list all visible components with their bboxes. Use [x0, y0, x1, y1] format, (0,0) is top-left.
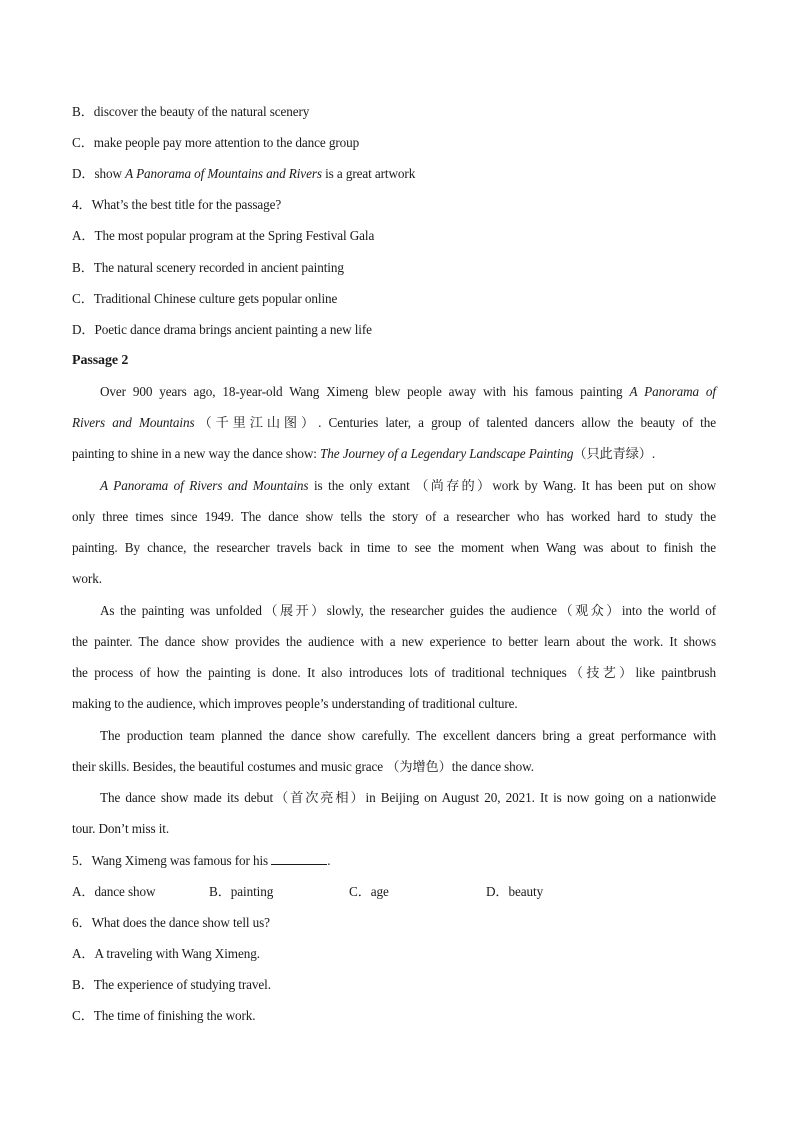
paragraph-line: The dance show made its debut（首次亮相）in Beijing on August 20, 2021. It is now going on a nationwide	[100, 790, 716, 805]
passage-paragraph-3	[72, 603, 716, 727]
q4-option-b: B．The natural scenery recorded in ancient painting	[72, 260, 344, 275]
q6-option-a: A．A traveling with Wang Ximeng.	[72, 946, 260, 961]
q3-option-d: D．show A Panorama of Mountains and Rivers is a great artwork	[72, 166, 416, 181]
paragraph-line: As the painting was unfolded（展开）slowly, the researcher guides the audience（观众）into the world of	[100, 603, 716, 618]
paragraph-line: A Panorama of Rivers and Mountains is the only extant （尚存的）work by Wang. It has been put on show	[100, 478, 716, 493]
passage-paragraph-5	[72, 790, 716, 852]
q4-option-d: D．Poetic dance drama brings ancient painting a new life	[72, 322, 372, 337]
paragraph-line: The production team planned the dance show carefully. The excellent dancers bring a great performance with	[100, 728, 716, 743]
paragraph-line: the painter. The dance show provides the audience with a new experience to better learn about the work. It shows	[72, 634, 716, 649]
q5-option-d: D．beauty	[486, 884, 544, 899]
q6-option-c: C．The time of finishing the work.	[72, 1008, 256, 1023]
q4-question: 4．What’s the best title for the passage?	[72, 197, 282, 212]
q6-question: 6．What does the dance show tell us?	[72, 915, 270, 930]
q5-option-a: A．dance show	[72, 884, 156, 899]
passage-heading: Passage 2	[72, 353, 129, 368]
paragraph-line: Over 900 years ago, 18-year-old Wang Ximeng blew people away with his famous painting A Panorama of	[100, 384, 716, 399]
passage-paragraph-1	[72, 384, 716, 477]
paragraph-line: the process of how the painting is done. It also introduces lots of traditional techniques（技艺）like paintbrush	[72, 665, 716, 680]
answer-blank	[271, 852, 327, 865]
passage-paragraph-2	[72, 478, 716, 602]
q3-option-b: B．discover the beauty of the natural scenery	[72, 104, 310, 119]
q3-option-c: C．make people pay more attention to the dance group	[72, 135, 360, 150]
q4-option-a: A．The most popular program at the Spring Festival Gala	[72, 228, 375, 243]
paragraph-line: making to the audience, which improves people’s understanding of traditional culture.	[72, 696, 518, 711]
paragraph-line: work.	[72, 571, 102, 586]
q4-option-c: C．Traditional Chinese culture gets popular online	[72, 291, 338, 306]
paragraph-line: tour. Don’t miss it.	[72, 821, 170, 836]
q6-option-b: B．The experience of studying travel.	[72, 977, 271, 992]
q5-option-c: C．age	[349, 884, 389, 899]
paragraph-line: only three times since 1949. The dance show tells the story of a researcher who has worked hard to study the	[72, 509, 716, 524]
q5-question: 5．Wang Ximeng was famous for his .	[72, 853, 331, 868]
paragraph-line: Rivers and Mountains（千里江山图）. Centuries later, a group of talented dancers allow the beauty of the	[72, 415, 716, 430]
paragraph-line: painting to shine in a new way the dance show: The Journey of a Legendary Landscape Painting（只此青绿）.	[72, 446, 656, 461]
q5-option-b: B．painting	[209, 884, 274, 899]
paragraph-line: their skills. Besides, the beautiful costumes and music grace （为增色）the dance show.	[72, 759, 534, 774]
paragraph-line: painting. By chance, the researcher travels back in time to see the moment when Wang was about to finish the	[72, 540, 716, 555]
passage-paragraph-4	[72, 728, 716, 790]
